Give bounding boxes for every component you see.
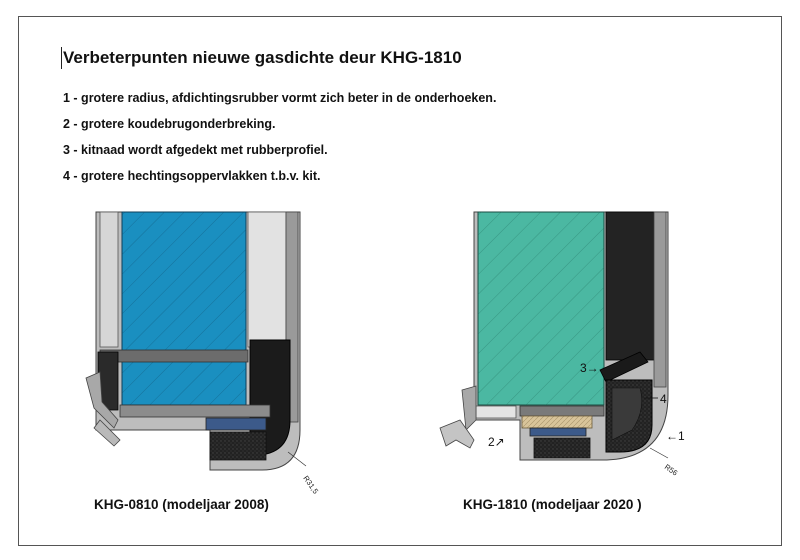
old-thermal-break (206, 418, 266, 430)
new-thermal-break (522, 416, 592, 428)
new-glass-bead (520, 406, 604, 416)
profile-drawing-old (86, 212, 320, 496)
new-insulator (530, 428, 586, 436)
callout-4: 4 (660, 392, 667, 406)
new-dark-channel (606, 212, 654, 360)
improvement-point-4: 4 - grotere hechtingsoppervlakken t.b.v. kit. (63, 169, 321, 183)
old-radius-label: R31,5 (301, 473, 321, 496)
caption-old-model: KHG-0810 (modeljaar 2008) (94, 497, 269, 512)
new-radius-label: R56 (662, 462, 680, 478)
new-outer-wall (654, 212, 666, 387)
caption-new-model: KHG-1810 (modeljaar 2020 ) (463, 497, 642, 512)
old-left-channel (100, 212, 118, 347)
new-bottom-seal (534, 438, 590, 458)
callout-2: 2↗ (488, 435, 505, 449)
improvement-point-3: 3 - kitnaad wordt afgedekt met rubberprofiel. (63, 143, 328, 157)
callout-3: 3→ (580, 361, 599, 375)
old-right-channel (248, 212, 286, 347)
old-bottom-seal (210, 432, 266, 460)
profile-drawing-new (440, 212, 685, 478)
old-glass-bead (120, 405, 270, 417)
document-title: Verbeterpunten nieuwe gasdichte deur KHG-1810 (63, 48, 462, 67)
improvement-point-2: 2 - grotere koudebrugonderbreking. (63, 117, 276, 131)
improvement-point-1: 1 - grotere radius, afdichtingsrubber vormt zich beter in de onderhoeken. (63, 91, 497, 105)
callout-1: ←1 (666, 429, 685, 443)
old-spacer-top (100, 350, 248, 362)
new-left-sill (476, 406, 516, 418)
